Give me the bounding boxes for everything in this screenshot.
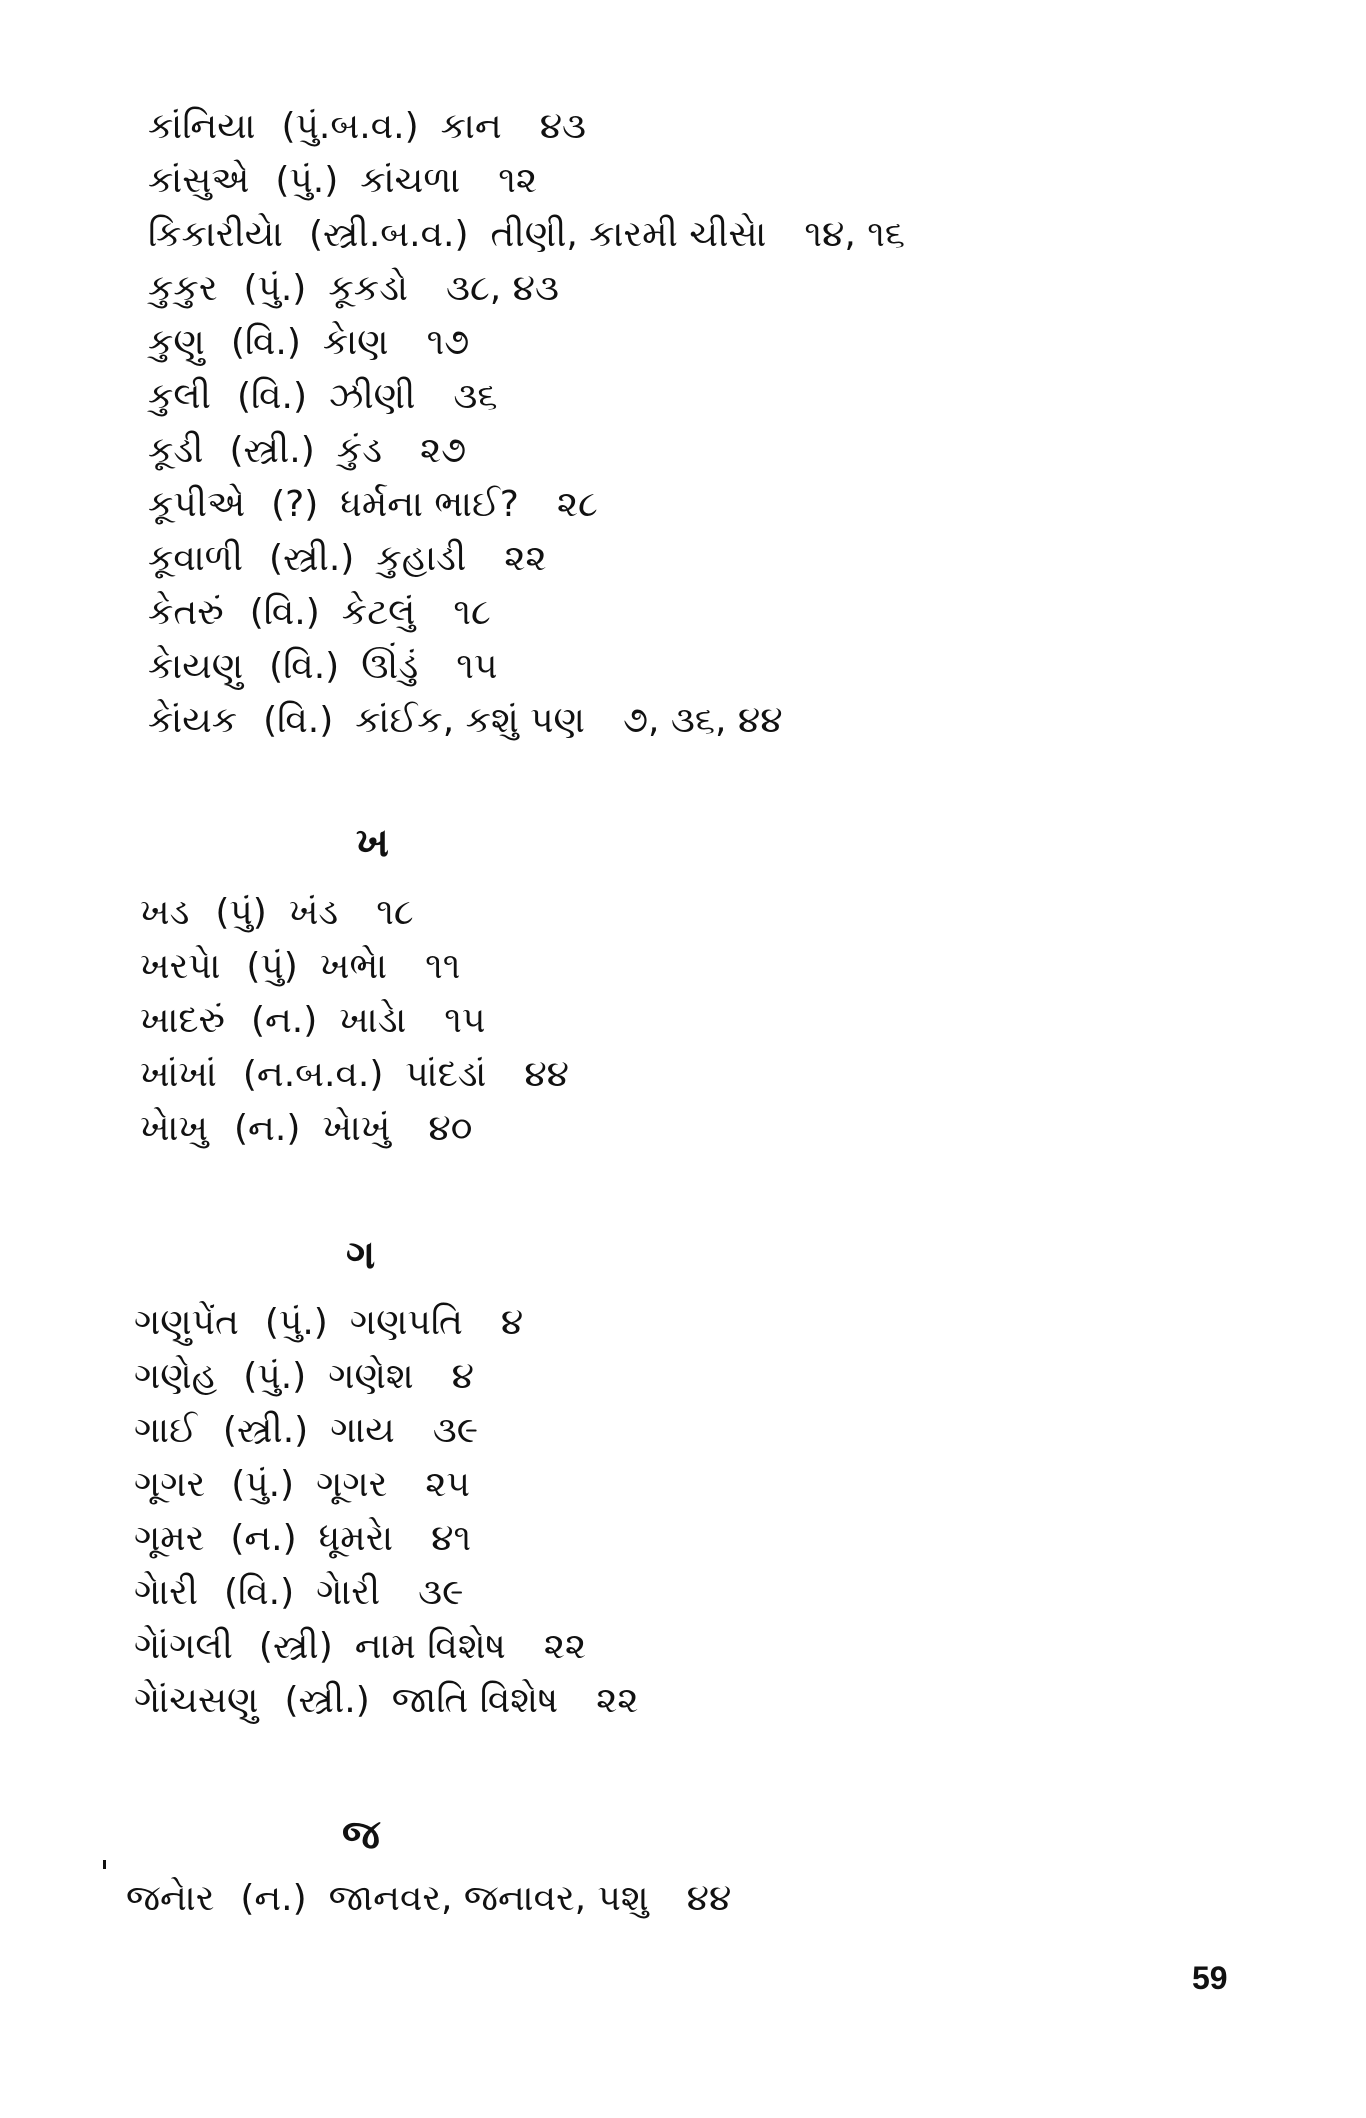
entry-pages: ૪ <box>451 1356 474 1397</box>
entry-pages: ૧૪, ૧૬ <box>804 214 906 255</box>
entry-meaning: ગૂગર <box>316 1464 388 1505</box>
entry-word: ખેાખુ <box>140 1108 209 1149</box>
section-kha <box>140 886 1366 1156</box>
entry-grammar: (સ્ત્રી.) <box>269 538 355 579</box>
glossary-entry <box>126 1872 1366 1926</box>
entry-pages: ૨૫ <box>425 1464 471 1505</box>
entry-meaning: તીણી, કારમી ચીસેા <box>490 214 767 255</box>
entry-meaning: કૂકડો <box>328 268 408 309</box>
entry-word: કૂવાળી <box>148 538 244 579</box>
entry-meaning: ગણપતિ <box>349 1302 463 1343</box>
entry-pages: ૩૮, ૪૩ <box>445 268 559 309</box>
entry-grammar: (વિ.) <box>230 322 301 363</box>
glossary-entry <box>140 940 1366 994</box>
entry-meaning: કુંડ <box>336 430 382 471</box>
entry-word: ગણુપેંત <box>134 1302 239 1343</box>
entry-grammar: (ન.) <box>230 1518 297 1559</box>
entry-word: ખાંખાં <box>140 1054 217 1095</box>
entry-meaning: ઝીણી <box>329 376 416 417</box>
glossary-entry <box>148 370 1366 424</box>
entry-word: કુકુર <box>148 268 218 309</box>
glossary-entry <box>148 316 1366 370</box>
entry-pages: ૧૫ <box>444 1000 486 1041</box>
entry-meaning: ગાય <box>330 1410 395 1451</box>
entry-meaning: કાંઈક, કશું પણ <box>355 700 585 741</box>
entry-grammar: (વિ.) <box>236 376 308 417</box>
glossary-entry <box>134 1458 1366 1512</box>
glossary-entry <box>134 1404 1366 1458</box>
section-heading-ja: જ <box>342 1812 380 1858</box>
entry-meaning: ગણેશ <box>328 1356 414 1397</box>
glossary-entry <box>134 1296 1366 1350</box>
entry-grammar: (વિ.) <box>263 700 334 741</box>
entry-grammar: (વિ.) <box>269 646 340 687</box>
entry-grammar: (સ્ત્રી.) <box>229 430 315 471</box>
glossary-entry <box>148 100 1366 154</box>
entry-meaning: ખાડેા <box>339 1000 407 1041</box>
entry-word: ગાઈ <box>134 1410 197 1451</box>
entry-grammar: (પું.) <box>243 268 307 309</box>
entry-pages: ૪૪ <box>686 1878 732 1919</box>
entry-grammar: (વિ.) <box>224 1572 295 1613</box>
glossary-entry <box>148 694 1366 748</box>
entry-meaning: ખંડ <box>288 892 339 933</box>
entry-word: જનેાર <box>126 1878 215 1919</box>
glossary-entry <box>140 994 1366 1048</box>
glossary-entry <box>134 1566 1366 1620</box>
entry-word: કેાયણુ <box>148 646 244 687</box>
entry-pages: ૧૮ <box>376 892 414 933</box>
entry-grammar: (સ્ત્રી.) <box>222 1410 309 1451</box>
entry-meaning: કુહાડી <box>376 538 467 579</box>
entry-meaning: ઊંડું <box>361 646 419 687</box>
entry-grammar: (સ્ત્રી) <box>258 1626 333 1667</box>
entry-pages: ૨૭ <box>419 430 467 471</box>
glossary-entry <box>148 262 1366 316</box>
entry-grammar: (પું) <box>215 892 267 933</box>
entry-meaning: કેાણ <box>322 322 389 363</box>
entry-meaning: પાંદડાં <box>405 1054 487 1095</box>
glossary-entry <box>148 154 1366 208</box>
entry-meaning: જાતિ વિશેષ <box>391 1680 559 1721</box>
entry-pages: ૪૦ <box>428 1108 473 1149</box>
glossary-entry <box>148 208 1366 262</box>
entry-meaning: કેટલું <box>341 592 416 633</box>
page-number: 59 <box>1192 1960 1228 1996</box>
entry-grammar: (ન.) <box>234 1108 301 1149</box>
entry-grammar: (વિ.) <box>249 592 320 633</box>
entry-word: ગેાંચસણુ <box>134 1680 259 1721</box>
entry-grammar: (?) <box>271 484 319 525</box>
glossary-entry <box>148 424 1366 478</box>
entry-grammar: (ન.) <box>250 1000 318 1041</box>
glossary-entry <box>140 1102 1366 1156</box>
entry-word: કિકારીયેા <box>148 214 284 255</box>
entry-pages: ૪૪ <box>524 1054 569 1095</box>
entry-meaning: કાન <box>440 106 502 147</box>
entry-pages: ૧૮ <box>453 592 491 633</box>
entry-pages: ૧૧ <box>425 946 461 987</box>
entry-word: ખડ <box>140 892 190 933</box>
section-ka <box>148 100 1366 748</box>
glossary-entry <box>134 1620 1366 1674</box>
entry-meaning: ખભેા <box>319 946 388 987</box>
entry-word: કાંનિયા <box>148 106 256 147</box>
margin-mark <box>103 1860 106 1869</box>
entry-word: ગૂમર <box>134 1518 205 1559</box>
entry-pages: ૨૨ <box>596 1680 639 1721</box>
entry-grammar: (ન.બ.વ.) <box>242 1054 384 1095</box>
entry-word: ગણેહ <box>134 1356 218 1397</box>
glossary-entry <box>134 1674 1366 1728</box>
entry-word: કુણુ <box>148 322 205 363</box>
entry-pages: ૧૨ <box>498 160 538 201</box>
entry-grammar: (પું) <box>246 946 298 987</box>
entry-word: ખરપેા <box>140 946 221 987</box>
entry-word: કેાંયક <box>148 700 238 741</box>
entry-word: કૂપીએ <box>148 484 246 525</box>
entry-word: કુલી <box>148 376 211 417</box>
glossary-entry <box>140 1048 1366 1102</box>
entry-word: કેતરું <box>148 592 224 633</box>
entry-pages: ૩૯ <box>432 1410 479 1451</box>
glossary-entry <box>134 1350 1366 1404</box>
section-ga <box>134 1296 1366 1728</box>
entry-word: ગૂગર <box>134 1464 206 1505</box>
entry-grammar: (સ્ત્રી.બ.વ.) <box>309 214 469 255</box>
entry-meaning: કાંચળા <box>360 160 461 201</box>
entry-grammar: (પું.) <box>231 1464 295 1505</box>
entry-grammar: (સ્ત્રી.) <box>284 1680 370 1721</box>
glossary-entry <box>148 478 1366 532</box>
glossary-entry <box>148 532 1366 586</box>
entry-meaning: ખેાખું <box>322 1108 391 1149</box>
entry-grammar: (ન.) <box>240 1878 307 1919</box>
section-heading-kha: ખ <box>356 820 389 866</box>
glossary-entry <box>148 586 1366 640</box>
entry-pages: ૩૬ <box>453 376 498 417</box>
entry-pages: ૪૧ <box>431 1518 472 1559</box>
entry-grammar: (પું.) <box>243 1356 307 1397</box>
entry-meaning: જાનવર, જનાવર, પશુ <box>328 1878 649 1919</box>
entry-word: કૂડી <box>148 430 204 471</box>
entry-grammar: (પું.) <box>264 1302 328 1343</box>
entry-word: કાંસુએ <box>148 160 250 201</box>
entry-meaning: ધર્મના ભાઈ? <box>340 484 519 525</box>
entry-pages: ૪ <box>500 1302 524 1343</box>
glossary-entry <box>148 640 1366 694</box>
glossary-entry <box>140 886 1366 940</box>
entry-meaning: નામ વિશેષ <box>354 1626 506 1667</box>
entry-pages: ૨૨ <box>543 1626 586 1667</box>
entry-pages: ૧૫ <box>456 646 498 687</box>
entry-pages: ૨૮ <box>556 484 598 525</box>
entry-pages: ૪૩ <box>539 106 586 147</box>
entry-grammar: (પું.) <box>275 160 339 201</box>
entry-pages: ૭, ૩૬, ૪૪ <box>622 700 783 741</box>
entry-pages: ૩૯ <box>418 1572 464 1613</box>
entry-meaning: ધૂમરેા <box>318 1518 394 1559</box>
entry-grammar: (પું.બ.વ.) <box>281 106 419 147</box>
entry-pages: ૨૨ <box>504 538 547 579</box>
entry-word: ખાદરું <box>140 1000 225 1041</box>
entry-word: ગેાંગલી <box>134 1626 233 1667</box>
entry-meaning: ગેારી <box>316 1572 381 1613</box>
section-heading-ga: ગ <box>346 1232 376 1278</box>
glossary-entry <box>134 1512 1366 1566</box>
entry-pages: ૧૭ <box>426 322 470 363</box>
section-ja <box>126 1872 1366 1926</box>
entry-word: ગેારી <box>134 1572 199 1613</box>
